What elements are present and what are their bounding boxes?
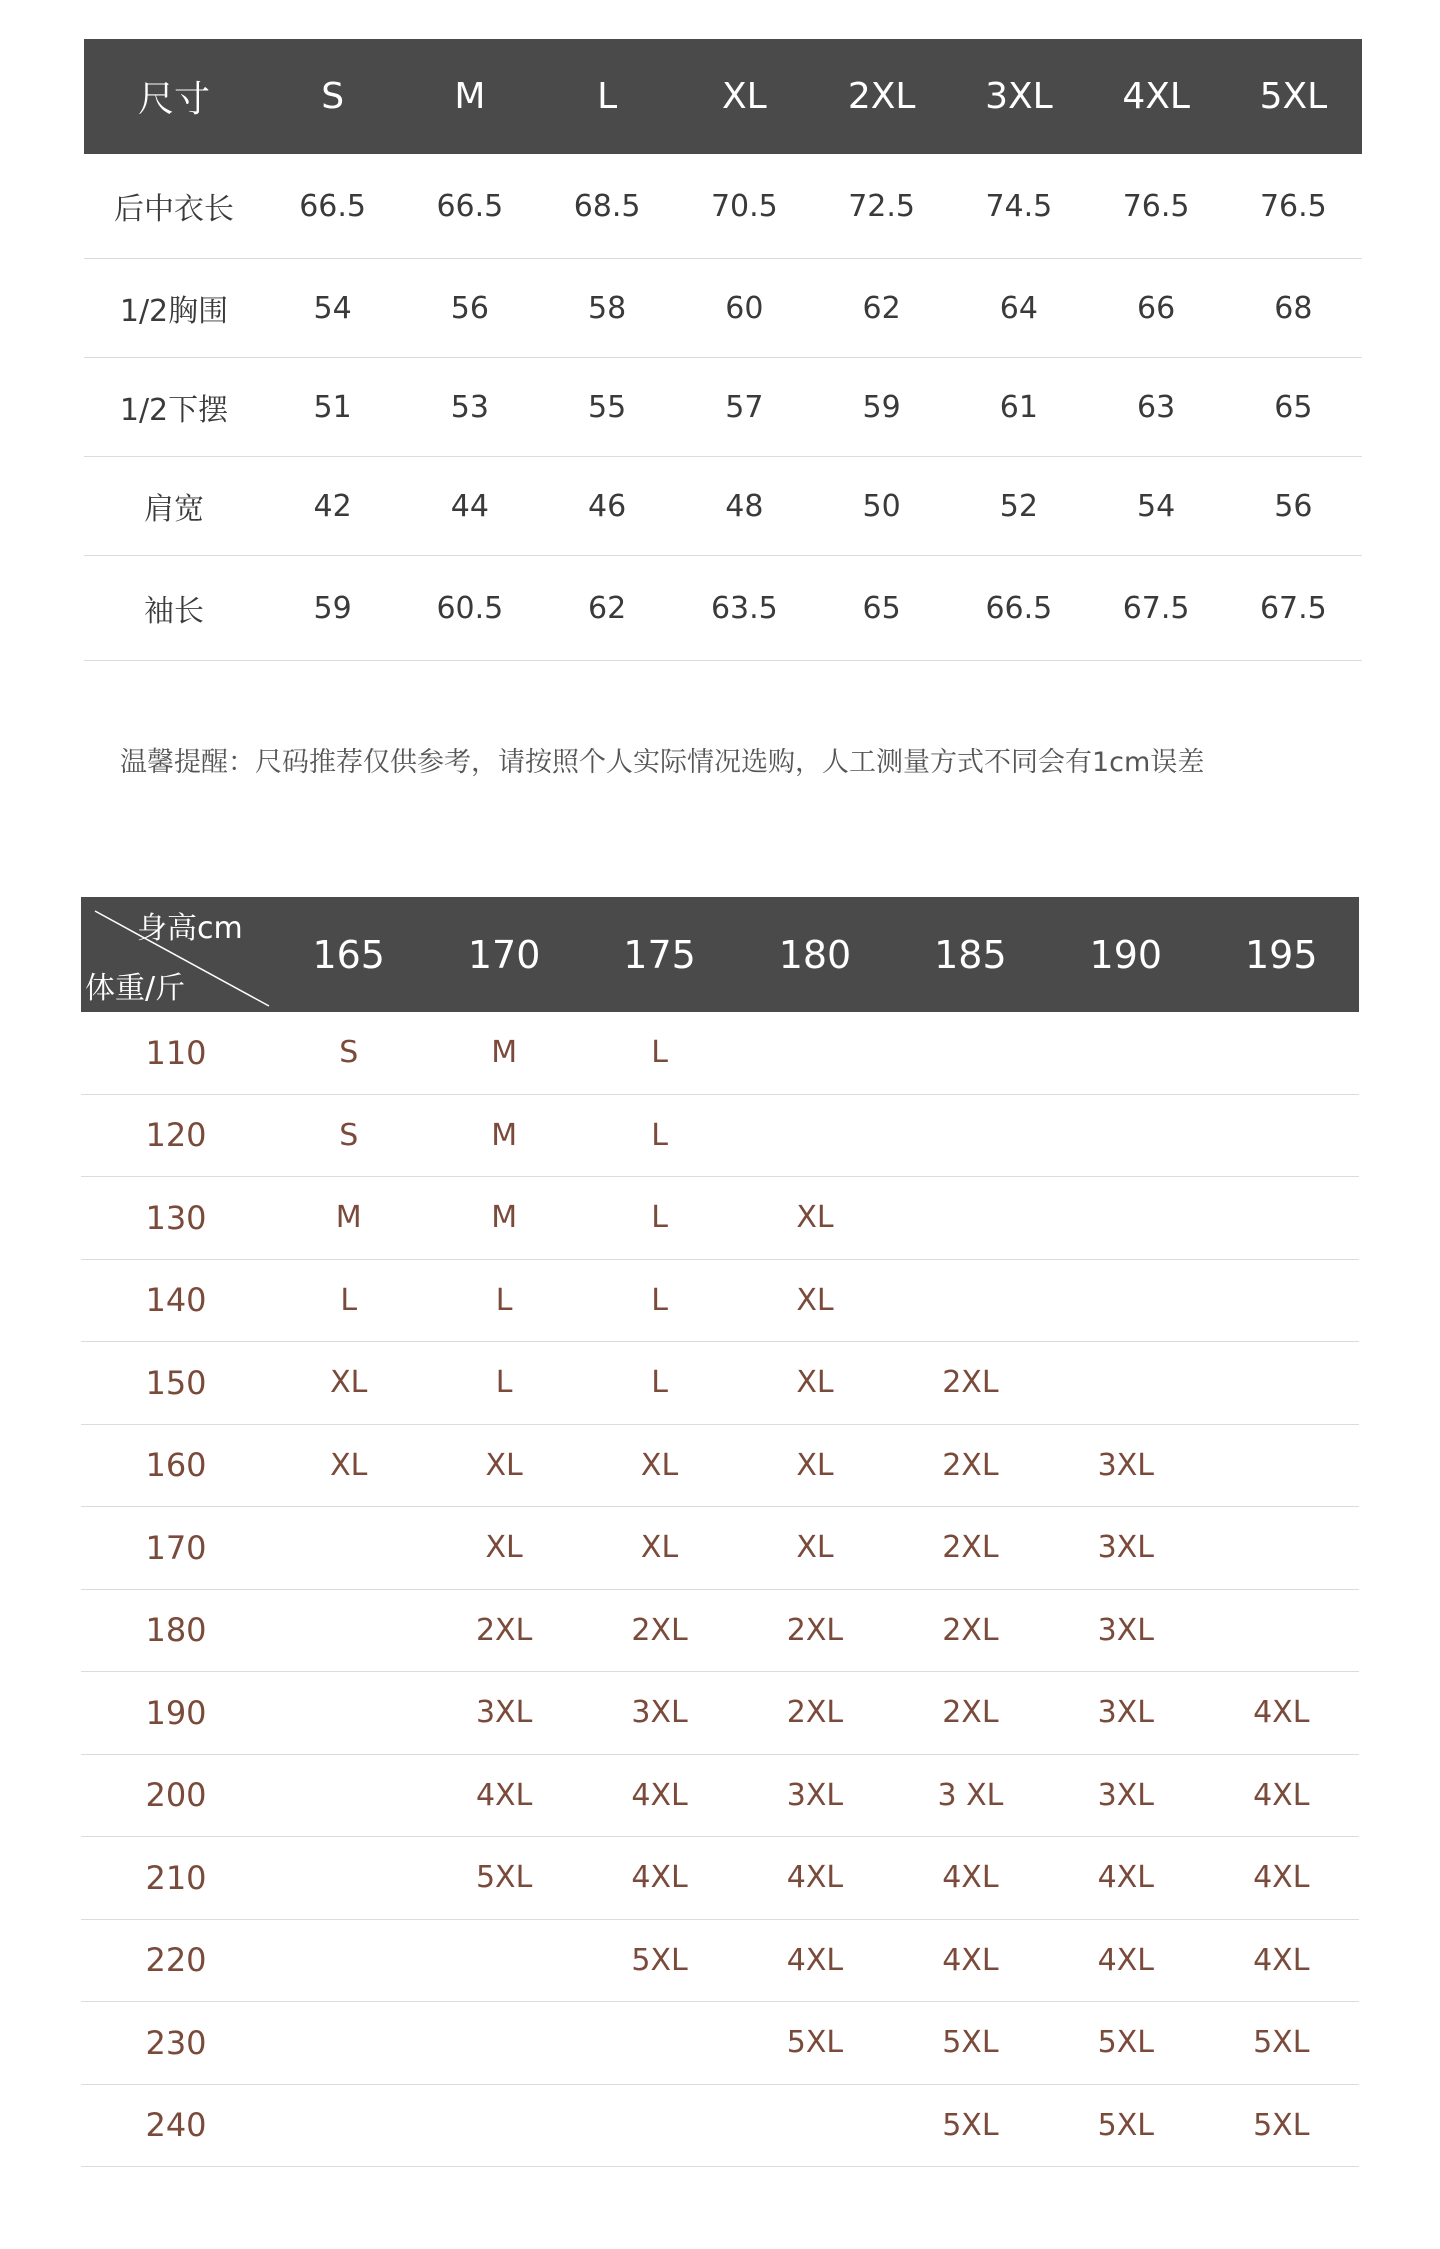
recommended-size: 4XL — [1097, 1860, 1154, 1896]
measurement-value: 68 — [1274, 290, 1313, 326]
recommended-size: XL — [330, 1447, 368, 1483]
table-row — [81, 1837, 1359, 1920]
weight-label: 190 — [145, 1693, 207, 1732]
measurement-value: 74.5 — [985, 188, 1053, 224]
height-header-cell: 195 — [1244, 932, 1318, 977]
measurement-value: 59 — [862, 389, 901, 425]
height-header-cell: 175 — [623, 932, 696, 977]
measurement-value: 51 — [313, 389, 352, 425]
recommended-size: 4XL — [786, 1942, 844, 1978]
table-row — [81, 1755, 1359, 1838]
table-row — [81, 1177, 1359, 1260]
table-row — [81, 1095, 1359, 1178]
size-header-cell: L — [597, 76, 618, 117]
recommended-size: 3XL — [1097, 1530, 1154, 1566]
recommended-size: L — [495, 1365, 513, 1401]
measurement-value: 66.5 — [985, 590, 1053, 626]
measurement-value: 66.5 — [436, 188, 504, 224]
measurement-label: 后中衣长 — [114, 192, 234, 227]
recommended-size: 2XL — [786, 1695, 844, 1731]
recommended-size: 5XL — [631, 1942, 688, 1978]
recommended-size: XL — [640, 1447, 679, 1483]
recommended-size: 4XL — [1097, 1942, 1154, 1978]
recommended-size: M — [491, 1035, 518, 1071]
recommended-size: 4XL — [942, 1942, 999, 1978]
measurement-value: 52 — [999, 488, 1038, 524]
measurement-value: 72.5 — [848, 188, 916, 224]
recommendation-body — [81, 1012, 1359, 2167]
recommended-size: 4XL — [631, 1777, 688, 1813]
table-row — [81, 1012, 1359, 1095]
weight-label: 230 — [145, 2023, 207, 2062]
recommended-size: 3XL — [1097, 1612, 1154, 1648]
recommended-size: 4XL — [475, 1777, 533, 1813]
weight-label: 150 — [145, 1363, 207, 1402]
measurement-value: 63 — [1137, 389, 1176, 425]
table-row — [81, 1260, 1359, 1343]
recommended-size: 3XL — [631, 1695, 688, 1731]
recommended-size: L — [651, 1117, 668, 1153]
weight-label: 140 — [145, 1281, 207, 1320]
recommended-size: 2XL — [631, 1612, 688, 1648]
size-header-cell: 2XL — [847, 76, 916, 117]
measurement-value: 55 — [588, 389, 627, 425]
size-header-cell: 3XL — [985, 76, 1053, 117]
recommended-size: M — [335, 1200, 362, 1236]
recommended-size: 3XL — [1097, 1695, 1154, 1731]
recommended-size: L — [340, 1282, 358, 1318]
weight-label: 170 — [145, 1528, 207, 1567]
recommended-size: 3XL — [1097, 1777, 1154, 1813]
measurement-value: 65 — [862, 590, 901, 626]
weight-label: 200 — [145, 1776, 207, 1815]
measurement-value: 59 — [313, 590, 352, 626]
recommended-size: XL — [330, 1365, 368, 1401]
recommended-size: 5XL — [475, 1860, 533, 1896]
recommended-size: 4XL — [1253, 1695, 1310, 1731]
size-chart-table — [84, 39, 1362, 661]
table-row — [84, 154, 1362, 259]
measurement-value: 61 — [999, 389, 1038, 425]
recommended-size: 2XL — [942, 1530, 999, 1566]
height-header-cell: 180 — [778, 932, 852, 977]
weight-label: 130 — [145, 1198, 207, 1237]
size-chart-header-label: 尺寸 — [137, 79, 210, 120]
recommended-size: 2XL — [942, 1612, 999, 1648]
measurement-label: 肩宽 — [144, 492, 204, 527]
measurement-label: 1/2下摆 — [119, 393, 229, 428]
table-row — [84, 556, 1362, 661]
recommended-size: 4XL — [786, 1860, 844, 1896]
recommended-size: XL — [485, 1530, 523, 1566]
table-row — [81, 1425, 1359, 1508]
recommended-size: XL — [796, 1282, 834, 1318]
height-header-cell: 185 — [934, 932, 1007, 977]
measurement-value: 44 — [450, 488, 489, 524]
recommended-size: M — [491, 1117, 518, 1153]
recommended-size: 3XL — [475, 1695, 533, 1731]
measurement-value: 70.5 — [710, 188, 778, 224]
recommended-size: 3 XL — [937, 1777, 1004, 1813]
recommended-size: XL — [640, 1530, 679, 1566]
recommended-size: 2XL — [942, 1695, 999, 1731]
measurement-value: 56 — [450, 290, 489, 326]
measurement-value: 66.5 — [299, 188, 367, 224]
recommended-size: M — [491, 1200, 518, 1236]
recommended-size: 4XL — [1253, 1860, 1310, 1896]
recommended-size: 5XL — [1097, 2025, 1154, 2061]
measurement-value: 62 — [588, 590, 627, 626]
measurement-value: 67.5 — [1122, 590, 1190, 626]
recommended-size: 2XL — [942, 1365, 999, 1401]
recommended-size: 5XL — [1097, 2107, 1154, 2143]
measurement-value: 58 — [588, 290, 627, 326]
table-row — [81, 1920, 1359, 2003]
table-row — [81, 1342, 1359, 1425]
recommended-size: XL — [485, 1447, 523, 1483]
recommended-size: 2XL — [786, 1612, 844, 1648]
table-row — [84, 259, 1362, 358]
recommended-size: 4XL — [1253, 1942, 1310, 1978]
size-header-cell: 4XL — [1122, 76, 1190, 117]
weight-label: 220 — [145, 1941, 207, 1980]
recommended-size: 5XL — [942, 2107, 999, 2143]
size-header-cell: XL — [722, 76, 767, 117]
measurement-value: 63.5 — [710, 590, 778, 626]
height-header-cell: 190 — [1089, 932, 1163, 977]
recommended-size: L — [651, 1365, 668, 1401]
measurement-label: 袖长 — [144, 594, 204, 629]
recommended-size: 5XL — [942, 2025, 999, 2061]
weight-label: 180 — [145, 1611, 207, 1650]
height-header-cell: 165 — [312, 932, 385, 977]
measurement-value: 66 — [1137, 290, 1176, 326]
measurement-value: 42 — [313, 488, 352, 524]
recommended-size: XL — [796, 1200, 834, 1236]
recommendation-header — [81, 897, 1359, 1012]
recommended-size: XL — [796, 1365, 834, 1401]
measurement-value: 76.5 — [1259, 188, 1327, 224]
measurement-value: 54 — [1137, 488, 1176, 524]
recommended-size: 3XL — [786, 1777, 844, 1813]
measurement-value: 53 — [450, 389, 489, 425]
recommended-size: 5XL — [1253, 2025, 1310, 2061]
weight-label: 160 — [145, 1446, 207, 1485]
recommended-size: S — [339, 1117, 359, 1153]
size-header-cell: S — [321, 76, 345, 117]
corner-height-label: 身高cm — [137, 911, 243, 946]
measurement-value: 50 — [862, 488, 901, 524]
weight-label: 110 — [145, 1033, 207, 1072]
weight-label: 240 — [145, 2106, 207, 2145]
weight-label: 210 — [145, 1858, 207, 1897]
measurement-value: 65 — [1274, 389, 1313, 425]
table-row — [81, 1672, 1359, 1755]
measurement-value: 67.5 — [1259, 590, 1327, 626]
measurement-value: 46 — [588, 488, 627, 524]
table-row — [84, 457, 1362, 556]
recommended-size: 2XL — [942, 1447, 999, 1483]
recommended-size: XL — [796, 1530, 834, 1566]
measurement-value: 76.5 — [1122, 188, 1190, 224]
recommended-size: 4XL — [942, 1860, 999, 1896]
header-corner-cell — [81, 897, 271, 1012]
size-chart-header — [84, 39, 1362, 154]
measurement-value: 48 — [725, 488, 764, 524]
recommended-size: L — [651, 1200, 668, 1236]
table-row — [81, 1507, 1359, 1590]
measurement-value: 60 — [725, 290, 764, 326]
measurement-value: 64 — [999, 290, 1038, 326]
table-row — [81, 2085, 1359, 2168]
table-row — [81, 2002, 1359, 2085]
measurement-label: 1/2胸围 — [119, 294, 229, 329]
size-tip-note: 温馨提醒：尺码推荐仅供参考，请按照个人实际情况选购，人工测量方式不同会有1cm误差 — [120, 747, 1205, 778]
recommended-size: 5XL — [1253, 2107, 1310, 2143]
recommended-size: L — [651, 1282, 668, 1318]
recommended-size: 4XL — [1253, 1777, 1310, 1813]
size-recommendation-table — [81, 897, 1359, 2167]
height-header-cell: 170 — [467, 932, 541, 977]
recommended-size: 3XL — [1097, 1447, 1154, 1483]
measurement-value: 56 — [1274, 488, 1313, 524]
size-header-cell: 5XL — [1259, 76, 1328, 117]
recommended-size: S — [339, 1035, 359, 1071]
table-row — [84, 358, 1362, 457]
recommended-size: XL — [796, 1447, 834, 1483]
recommended-size: 4XL — [631, 1860, 688, 1896]
weight-label: 120 — [145, 1116, 207, 1155]
measurement-value: 57 — [725, 389, 764, 425]
measurement-value: 68.5 — [573, 188, 641, 224]
corner-weight-label: 体重/斤 — [85, 971, 186, 1006]
measurement-value: 54 — [313, 290, 352, 326]
recommended-size: L — [651, 1035, 668, 1071]
recommended-size: L — [495, 1282, 513, 1318]
recommended-size: 2XL — [475, 1612, 533, 1648]
recommended-size: 5XL — [786, 2025, 844, 2061]
size-header-cell: M — [454, 76, 486, 117]
size-chart-body — [84, 154, 1362, 661]
measurement-value: 60.5 — [436, 590, 504, 626]
table-row — [81, 1590, 1359, 1673]
measurement-value: 62 — [862, 290, 901, 326]
